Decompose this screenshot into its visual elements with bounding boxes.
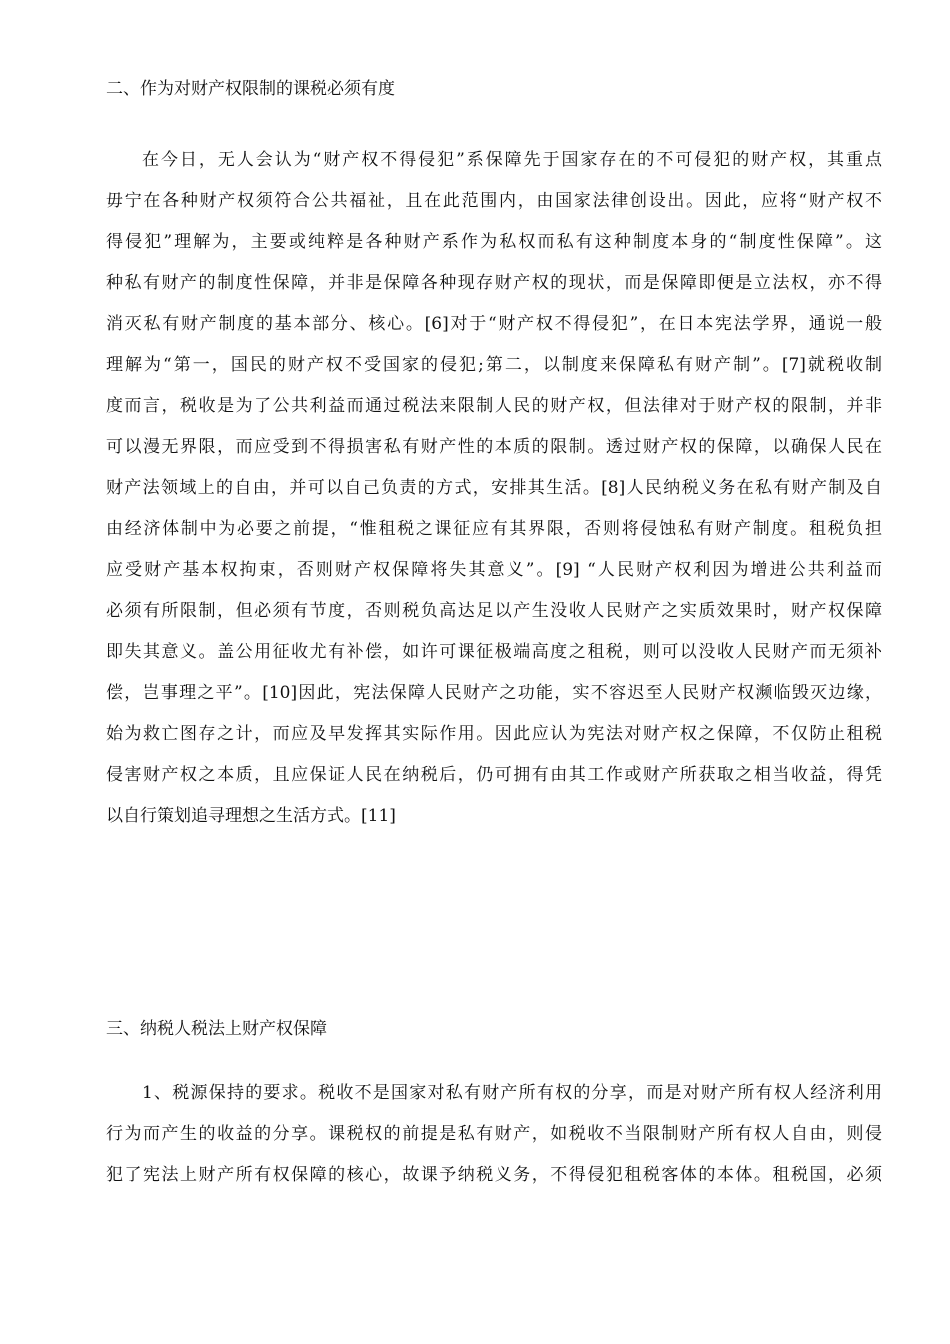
paragraph-line: 必须有所限制，但必须有节度，否则税负高达足以产生没收人民财产之实质效果时，财产权保障 xyxy=(106,601,882,621)
paragraph-line: 犯了宪法上财产所有权保障的核心，故课予纳税义务，不得侵犯租税客体的本体。租税国，必须 xyxy=(106,1165,882,1185)
paragraph-line: 度而言，税收是为了公共利益而通过税法来限制人民的财产权，但法律对于财产权的限制，并非 xyxy=(106,396,882,416)
paragraph-line: 以自行策划追寻理想之生活方式。[11] xyxy=(106,806,396,826)
section-heading-3: 三、纳税人税法上财产权保障 xyxy=(106,1019,327,1039)
section-3-paragraph xyxy=(70,1073,882,1196)
section-heading-2: 二、作为对财产权限制的课税必须有度 xyxy=(106,79,395,99)
paragraph-line: 1、税源保持的要求。税收不是国家对私有财产所有权的分享，而是对财产所有权人经济利用 xyxy=(142,1083,882,1103)
section-2-paragraph xyxy=(70,140,882,837)
paragraph-line: 侵害财产权之本质，且应保证人民在纳税后，仍可拥有由其工作或财产所获取之相当收益，得凭 xyxy=(106,765,882,785)
paragraph-line: 始为救亡图存之计，而应及早发挥其实际作用。因此应认为宪法对财产权之保障，不仅防止租税 xyxy=(106,724,882,744)
paragraph-line: 理解为“第一，国民的财产权不受国家的侵犯;第二，以制度来保障私有财产制”。[7]就税收制 xyxy=(106,355,882,375)
paragraph-line: 消灭私有财产制度的基本部分、核心。[6]对于“财产权不得侵犯”，在日本宪法学界，通说一般 xyxy=(106,314,882,334)
paragraph-line: 在今日，无人会认为“财产权不得侵犯”系保障先于国家存在的不可侵犯的财产权，其重点 xyxy=(142,150,882,170)
paragraph-line: 即失其意义。盖公用征收尤有补偿，如许可课征极端高度之租税，则可以没收人民财产而无须补 xyxy=(106,642,882,662)
paragraph-line: 得侵犯”理解为，主要或纯粹是各种财产系作为私权而私有这种制度本身的“制度性保障”。这 xyxy=(106,232,882,252)
paragraph-line: 行为而产生的收益的分享。课税权的前提是私有财产，如税收不当限制财产所有权人自由，则侵 xyxy=(106,1124,882,1144)
paragraph-line: 可以漫无界限，而应受到不得损害私有财产性的本质的限制。透过财产权的保障，以确保人民在 xyxy=(106,437,882,457)
paragraph-line: 毋宁在各种财产权须符合公共福祉，且在此范围内，由国家法律创设出。因此，应将“财产权不 xyxy=(106,191,882,211)
paragraph-line: 偿，岂事理之平”。[10]因此，宪法保障人民财产之功能，实不容迟至人民财产权濒临毁灭边缘， xyxy=(106,683,882,703)
paragraph-line: 种私有财产的制度性保障，并非是保障各种现存财产权的现状，而是保障即便是立法权，亦不得 xyxy=(106,273,882,293)
paragraph-line: 由经济体制中为必要之前提，“惟租税之课征应有其界限，否则将侵蚀私有财产制度。租税负担 xyxy=(106,519,882,539)
paragraph-line: 应受财产基本权拘束，否则财产权保障将失其意义”。[9] “人民财产权利因为增进公共利益而 xyxy=(106,560,882,580)
paragraph-line: 财产法领域上的自由，并可以自己负责的方式，安排其生活。[8]人民纳税义务在私有财产制及自 xyxy=(106,478,882,498)
